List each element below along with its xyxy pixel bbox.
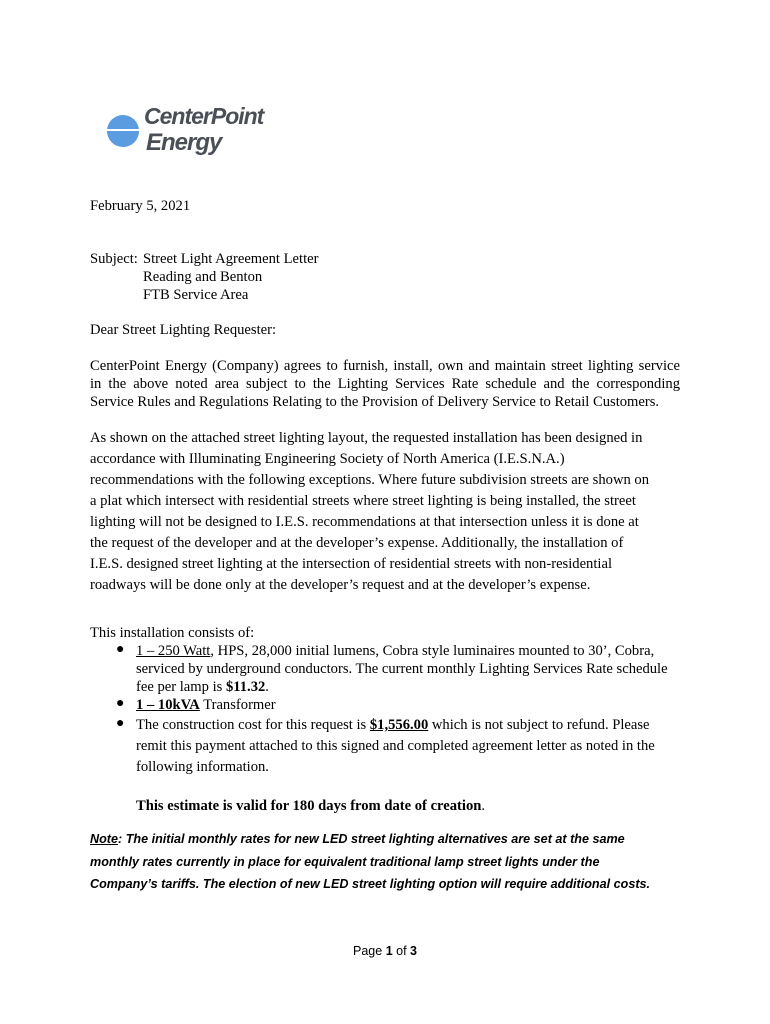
para2-line: lighting will not be designed to I.E.S. recommendations at that intersection unless it is done at (90, 514, 639, 530)
bullet-2 (136, 696, 276, 714)
logo-circle-icon (107, 115, 139, 147)
note-label: Note (90, 832, 118, 846)
of-word: of (392, 944, 411, 958)
para2-line: As shown on the attached street lighting layout, the requested installation has been designed in (90, 430, 643, 446)
logo-text-line1: CenterPoint (144, 103, 264, 129)
para2-line: I.E.S. designed street lighting at the intersection of residential streets with non-residential (90, 556, 612, 572)
fee-suffix: . (265, 679, 269, 695)
lamp-quantity: 1 – 250 Watt (136, 643, 211, 659)
subject-line-2: Reading and Benton (143, 269, 263, 285)
bullet-icon: ● (116, 642, 125, 657)
estimate-validity (136, 797, 485, 815)
cost-suffix: which is not subject to refund. Please (428, 717, 650, 733)
bullet-3-line-2: remit this payment attached to this signed and completed agreement letter as noted in the (136, 738, 655, 754)
para2-line: roadways will be done only at the developer’s request and at the developer’s expense. (90, 577, 591, 593)
page-word: Page (353, 944, 386, 958)
bullet-1-line-3 (136, 678, 269, 696)
company-logo (104, 102, 264, 164)
cost-prefix: The construction cost for this request is (136, 717, 370, 733)
transformer-quantity: 1 – 10kVA (136, 697, 200, 713)
installation-intro: This installation consists of: (90, 625, 255, 641)
para1-line: in the above noted area subject to the Lighting Services Rate schedule and the corresponding (90, 376, 680, 392)
subject-line-3: FTB Service Area (143, 287, 249, 303)
note-line-1 (90, 832, 625, 846)
para1-line: Service Rules and Regulations Relating to the Provision of Delivery Service to Retail Customers. (90, 394, 660, 410)
subject-line-1: Street Light Agreement Letter (143, 251, 319, 267)
bullet-3-line-3: following information. (136, 759, 269, 775)
note-text: : The initial monthly rates for new LED street lighting alternatives are set at the same (118, 832, 625, 846)
bullet-icon: ● (116, 696, 125, 711)
bullet-1-line-2: serviced by underground conductors. The current monthly Lighting Services Rate schedule (136, 661, 668, 677)
transformer-label: Transformer (199, 697, 276, 713)
logo-text-line2: Energy (146, 129, 222, 156)
current-page: 1 (385, 944, 393, 958)
fee-prefix: fee per lamp is (136, 679, 226, 695)
para1-line: CenterPoint Energy (Company) agrees to furnish, install, own and maintain street lighting service (90, 358, 680, 374)
para2-line: recommendations with the following exceptions. Where future subdivision streets are shown on (90, 472, 650, 488)
note-line-2: monthly rates currently in place for equivalent traditional lamp street lights under the (90, 855, 600, 869)
bullet-1-line-1 (136, 642, 654, 660)
total-pages: 3 (410, 944, 417, 958)
page-number (0, 944, 770, 958)
bullet-icon: ● (116, 716, 125, 731)
construction-cost: $1,556.00 (369, 717, 429, 733)
salutation: Dear Street Lighting Requester: (90, 322, 277, 338)
note-line-3: Company’s tariffs. The election of new LED street lighting option will require additional costs. (90, 877, 651, 891)
para2-line: the request of the developer and at the developer’s expense. Additionally, the installation of (90, 535, 624, 551)
bullet-3-line-1 (136, 716, 650, 734)
para2-line: accordance with Illuminating Engineering Society of North America (I.E.S.N.A.) (90, 451, 565, 467)
estimate-period: . (481, 798, 486, 814)
lamp-fee: $11.32 (225, 679, 266, 695)
subject-label: Subject: (90, 251, 138, 267)
para2-line: a plat which intersect with residential streets where street lighting is being installed, the street (90, 493, 636, 509)
letter-date: February 5, 2021 (90, 198, 191, 214)
lamp-description: , HPS, 28,000 initial lumens, Cobra style luminaires mounted to 30’, Cobra, (210, 643, 655, 659)
estimate-text: This estimate is valid for 180 days from date of creation (136, 798, 482, 814)
